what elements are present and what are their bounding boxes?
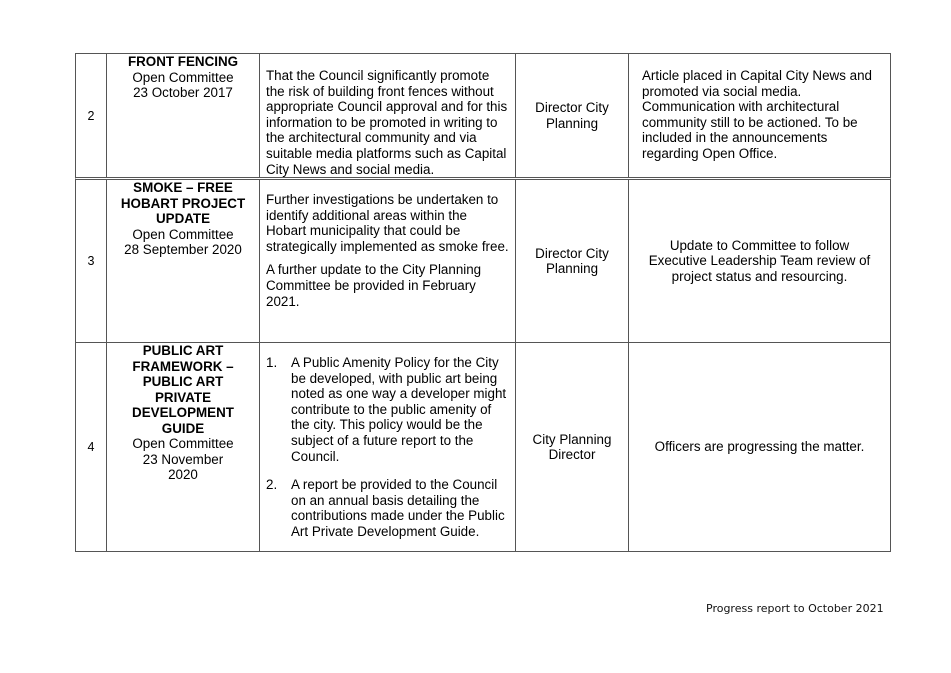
item-title: FRONT FENCING (127, 54, 239, 69)
responsible-text: City Planning Director (532, 431, 612, 462)
responsible-cell (515, 180, 628, 342)
item-number-text: 3 (87, 254, 95, 268)
action-list (266, 355, 511, 540)
item-committee: Open Committee (132, 69, 234, 85)
table-row (75, 177, 891, 343)
responsible-cell (515, 343, 628, 551)
responsible-text: Director City Planning (535, 245, 609, 276)
item-title-cell (106, 180, 259, 342)
status-text: Article placed in Capital City News and promoted via social media. Communication with architectural community still to be actioned. To be included in the announcements regarding Open Office. (642, 68, 872, 161)
item-committee: Open Committee (132, 226, 234, 242)
status-text: Update to Committee to follow Executive Leadership Team review of project status and resourcing. (648, 237, 871, 284)
action-text-2: A further update to the City Planning Committee be provided in February 2021. (266, 262, 482, 309)
status-text: Officers are progressing the matter. (654, 439, 865, 455)
action-cell (259, 54, 515, 177)
list-item (266, 355, 511, 464)
list-number: 1. (266, 355, 278, 370)
item-date: 28 September 2020 (124, 242, 242, 257)
page-footer: Progress report to October 2021 (706, 602, 884, 615)
item-number (76, 343, 106, 551)
action-cell (259, 343, 515, 551)
list-text: A report be provided to the Council on an annual basis detailing the contributions made under the Public Art Private Development Guide. (291, 477, 505, 539)
action-text: Further investigations be undertaken to identify additional areas within the Hobart municipality that could be strategically implemented as smoke free. (266, 192, 509, 254)
status-cell (628, 343, 890, 551)
action-text: That the Council significantly promote the risk of building front fences without appropriate Council approval and for this information to be promoted in writing to the architectural community and via suitable media platforms such as Capital City News and social media. (266, 68, 508, 177)
table-row (75, 53, 891, 177)
item-committee: Open Committee (132, 436, 234, 451)
list-text: A Public Amenity Policy for the City be developed, with public art being noted as one way a developer might contribute to the public amenity of the city. This policy would be the subject of a future report to the Council. (291, 355, 507, 464)
item-title: PUBLIC ART FRAMEWORK – PUBLIC ART PRIVATE DEVELOPMENT GUIDE (132, 343, 234, 436)
list-item (266, 477, 511, 539)
item-number-text: 2 (87, 108, 95, 123)
item-number (76, 54, 106, 177)
responsible-cell (515, 54, 628, 177)
status-cell (628, 54, 890, 177)
table-row (75, 342, 891, 552)
item-date: 23 October 2017 (133, 85, 233, 100)
item-date: 23 November 2020 (142, 451, 224, 482)
item-title: SMOKE – FREE HOBART PROJECT UPDATE (120, 180, 246, 226)
item-title-cell (106, 343, 259, 551)
item-number (76, 180, 106, 342)
list-number: 2. (266, 477, 278, 493)
item-number-text: 4 (87, 440, 95, 454)
item-title-cell (106, 54, 259, 177)
action-cell (259, 180, 515, 342)
status-cell (628, 180, 890, 342)
responsible-text: Director City Planning (535, 100, 609, 131)
